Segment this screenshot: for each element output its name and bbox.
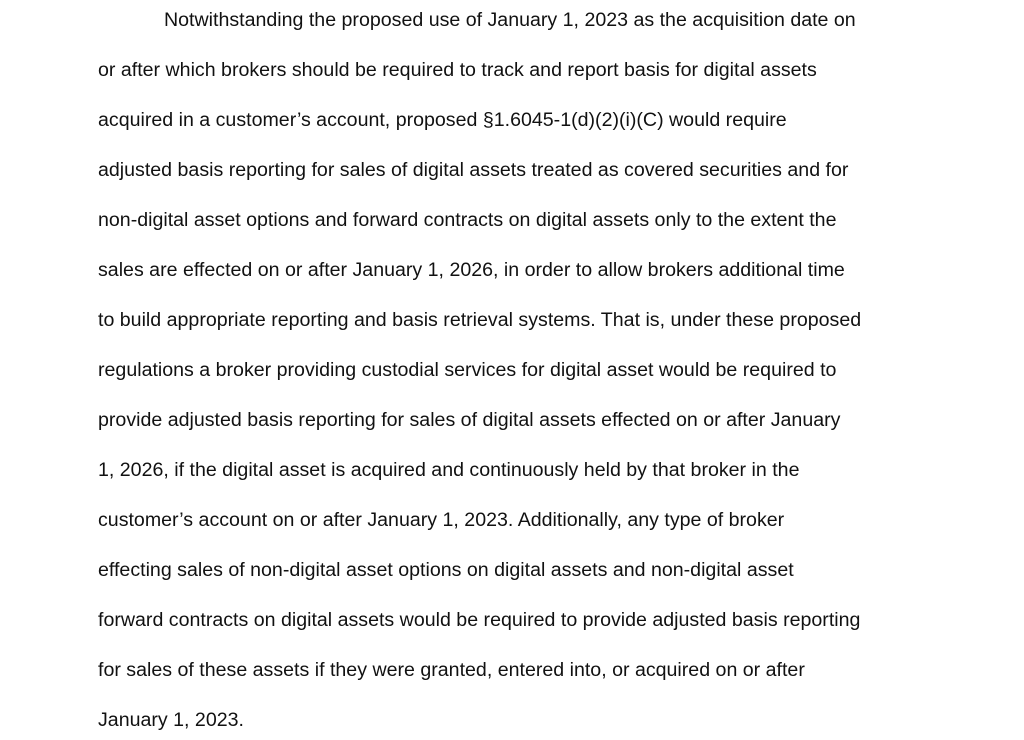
paragraph-line: adjusted basis reporting for sales of digital assets treated as covered securities and for xyxy=(98,159,849,181)
paragraph-line: 1, 2026, if the digital asset is acquired and continuously held by that broker in the xyxy=(98,459,800,481)
paragraph-line: to build appropriate reporting and basis retrieval systems. That is, under these proposed xyxy=(98,309,862,331)
paragraph-line: sales are effected on or after January 1, 2026, in order to allow brokers additional time xyxy=(98,259,845,281)
paragraph-line: January 1, 2023. xyxy=(98,709,244,731)
paragraph-line: forward contracts on digital assets would be required to provide adjusted basis reporting xyxy=(98,609,861,631)
paragraph-line: effecting sales of non-digital asset options on digital assets and non-digital asset xyxy=(98,559,794,581)
paragraph-line: regulations a broker providing custodial services for digital asset would be required to xyxy=(98,359,837,381)
paragraph-line: non-digital asset options and forward contracts on digital assets only to the extent the xyxy=(98,209,837,231)
paragraph-line: acquired in a customer’s account, proposed §1.6045-1(d)(2)(i)(C) would require xyxy=(98,109,787,131)
paragraph-line: customer’s account on or after January 1, 2023. Additionally, any type of broker xyxy=(98,509,785,531)
paragraph-line: provide adjusted basis reporting for sales of digital assets effected on or after January xyxy=(98,409,841,431)
paragraph-line: Notwithstanding the proposed use of January 1, 2023 as the acquisition date on xyxy=(164,9,856,31)
paragraph-line: for sales of these assets if they were granted, entered into, or acquired on or after xyxy=(98,659,805,681)
paragraph-line: or after which brokers should be required to track and report basis for digital assets xyxy=(98,59,817,81)
